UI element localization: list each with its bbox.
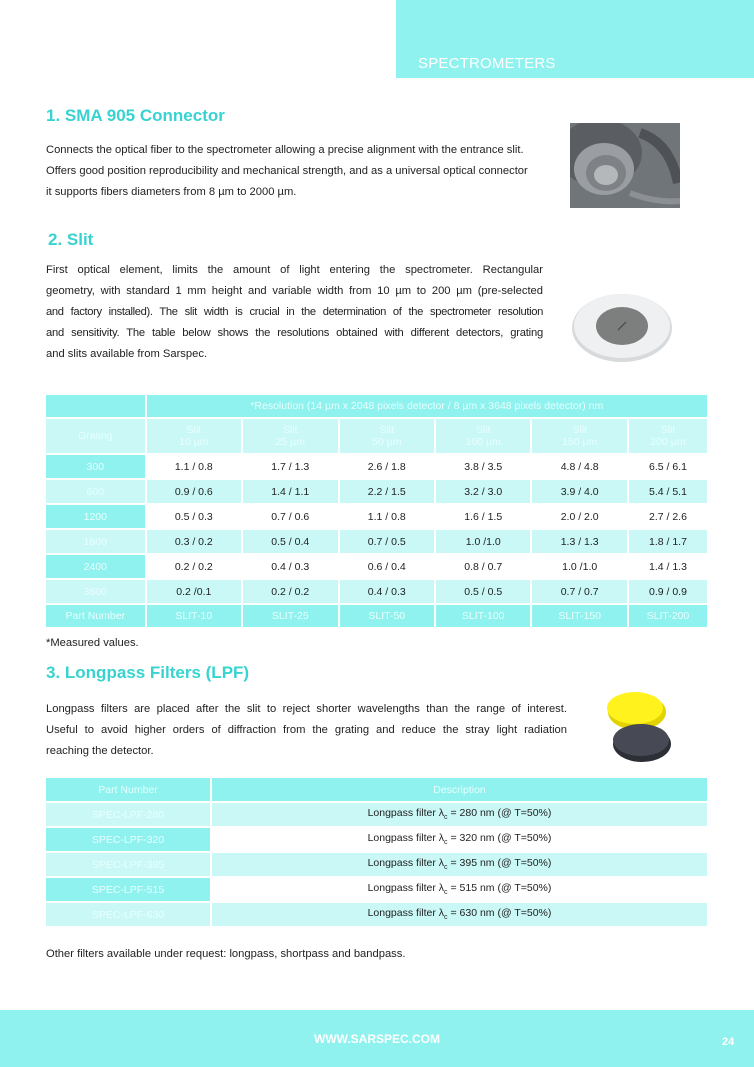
value-cell: 1.6 / 1.5 (436, 505, 530, 528)
lpf-line: reaching the detector. (46, 745, 154, 757)
value-cell: 0.7 / 0.6 (243, 505, 337, 528)
part-cell: SLIT-100 (461, 610, 505, 622)
sma-line: Connects the optical fiber to the spectrometer allowing a precise alignment with the entrance slit. (46, 144, 524, 156)
longpass-filter-photo (604, 688, 672, 764)
value-cell: 0.5 / 0.5 (464, 585, 503, 598)
corner-cell (46, 395, 145, 417)
value-cell: 0.5 / 0.4 (271, 535, 310, 548)
value-cell: 1.4 / 1.1 (271, 485, 310, 498)
resolution-title: *Resolution (14 µm x 2048 pixels detector / 8 µm x 3648 pixels detector) nm (147, 395, 707, 417)
value-cell: 2.2 / 1.5 (367, 485, 406, 498)
slit-line: and slits available from Sarspec. (46, 348, 208, 360)
value-cell: 1.7 / 1.3 (243, 455, 337, 478)
lpf-heading: 3. Longpass Filters (LPF) (46, 663, 250, 682)
table-row (46, 505, 707, 528)
lpf-part-cell: SPEC-LPF-320 (91, 833, 165, 846)
value-cell: 0.3 / 0.2 (174, 535, 213, 548)
value-cell: 0.9 / 0.9 (648, 585, 687, 598)
sma-line: Offers good position reproducibility and mechanical strength, and as a universal optical connector (46, 165, 528, 177)
part-cell: SLIT-200 (646, 610, 690, 622)
slit-width-header: Slit 100 µm (436, 419, 530, 453)
table-row (46, 455, 707, 478)
value-cell: 6.5 / 6.1 (629, 455, 707, 478)
table-row (46, 903, 707, 926)
table-row (46, 555, 707, 578)
value-cell: 0.2 / 0.2 (271, 585, 310, 598)
part-cell: SLIT-25 (271, 610, 309, 622)
lpf-part-cell: SPEC-LPF-515 (91, 883, 165, 896)
description-header: Description (433, 783, 486, 796)
lpf-paragraph (46, 699, 567, 762)
sma-line: it supports fibers diameters from 8 µm to 2000 µm. (46, 186, 297, 198)
value-cell: 0.4 / 0.3 (243, 555, 337, 578)
slit-line: geometry, with standard 1 mm height and variable width from 10 µm to 200 µm (pre-selected (46, 285, 543, 297)
resolution-table (44, 393, 709, 629)
value-cell: 1.1 / 0.8 (340, 505, 434, 528)
value-cell: 0.5 / 0.3 (147, 505, 241, 528)
header-underline (396, 76, 754, 78)
table-row (46, 580, 707, 603)
slit-photo (570, 288, 674, 364)
sma-paragraph (46, 140, 566, 203)
part-cell: SLIT-10 (175, 610, 213, 622)
grating-cell: 3600 (83, 585, 107, 598)
sma-heading: 1. SMA 905 Connector (46, 106, 225, 125)
grating-cell: 600 (86, 485, 105, 498)
slit-width-header: Slit 25 µm (243, 419, 337, 453)
lpf-part-cell: SPEC-LPF-280 (91, 808, 165, 821)
page-section-title: SPECTROMETERS (418, 55, 556, 72)
value-cell: 0.2 /0.1 (176, 585, 212, 598)
value-cell: 0.8 / 0.7 (436, 555, 530, 578)
value-cell: 0.7 / 0.5 (367, 535, 406, 548)
value-cell: 1.3 / 1.3 (560, 535, 599, 548)
part-cell: SLIT-50 (368, 610, 406, 622)
slit-width-header: Slit 150 µm (532, 419, 626, 453)
value-cell: 2.0 / 2.0 (532, 505, 626, 528)
slit-width-header: Slit 10 µm (147, 419, 241, 453)
slit-line: First optical element, limits the amount of light entering the spectrometer. Rectangular (46, 264, 543, 276)
value-cell: 1.8 / 1.7 (648, 535, 687, 548)
measured-note: *Measured values. (46, 637, 139, 649)
lpf-part-cell: SPEC-LPF-630 (91, 908, 165, 921)
part-cell: SLIT-150 (558, 610, 601, 622)
table-row (46, 878, 707, 901)
value-cell: 3.9 / 4.0 (560, 485, 599, 498)
slit-heading: 2. Slit (48, 230, 94, 249)
lpf-desc-cell: Longpass filter $\lambda_c = 320$ nm (@ T=50%) (212, 828, 707, 851)
page-number: 24 (722, 1036, 735, 1048)
value-cell: 5.4 / 5.1 (648, 485, 687, 498)
table-row (46, 828, 707, 851)
lpf-desc-cell: Longpass filter $\lambda_c = 515$ nm (@ T=50%) (212, 878, 707, 901)
lpf-desc-cell: Longpass filter $\lambda_c = 280$ nm (@ T=50%) (367, 807, 552, 822)
value-cell: 2.7 / 2.6 (629, 505, 707, 528)
lpf-desc-cell: Longpass filter $\lambda_c = 630$ nm (@ T=50%) (367, 907, 552, 922)
grating-cell: 300 (86, 460, 105, 473)
lpf-line: Longpass filters are placed after the slit to reject shorter wavelengths than the range of interest. (46, 703, 567, 715)
table-row (46, 480, 707, 503)
lpf-line: Useful to avoid higher orders of diffraction from the grating and reduce the stray light radiation (46, 724, 567, 736)
value-cell: 1.0 /1.0 (532, 555, 626, 578)
slit-width-header: Slit 200 µm (629, 419, 707, 453)
value-cell: 2.6 / 1.8 (340, 455, 434, 478)
lpf-part-cell: SPEC-LPF-395 (91, 858, 165, 871)
table-row (46, 530, 707, 553)
part-number-row (46, 605, 707, 627)
grating-cell: 2400 (83, 560, 107, 573)
value-cell: 3.8 / 3.5 (436, 455, 530, 478)
value-cell: 0.4 / 0.3 (367, 585, 406, 598)
slit-paragraph (46, 260, 543, 365)
value-cell: 1.1 / 0.8 (147, 455, 241, 478)
lpf-table (44, 776, 709, 928)
value-cell: 3.2 / 3.0 (464, 485, 503, 498)
part-number-header: Part Number (98, 783, 158, 796)
lpf-desc-cell: Longpass filter $\lambda_c = 395$ nm (@ T=50%) (367, 857, 552, 872)
slit-line: and sensitivity. The table below shows the resolutions obtained with different detectors, grating (46, 327, 543, 339)
other-filters-note: Other filters available under request: longpass, shortpass and bandpass. (46, 948, 406, 960)
grating-header: Grating (46, 419, 145, 453)
value-cell: 1.4 / 1.3 (629, 555, 707, 578)
value-cell: 0.6 / 0.4 (340, 555, 434, 578)
website-link[interactable]: WWW.SARSPEC.COM (314, 1032, 440, 1046)
value-cell: 0.7 / 0.7 (560, 585, 599, 598)
grating-cell: 1800 (83, 535, 107, 548)
value-cell: 4.8 / 4.8 (532, 455, 626, 478)
slit-width-header: Slit 50 µm (340, 419, 434, 453)
value-cell: 0.9 / 0.6 (174, 485, 213, 498)
value-cell: 0.2 / 0.2 (147, 555, 241, 578)
table-row (46, 803, 707, 826)
value-cell: 1.0 /1.0 (465, 535, 501, 548)
grating-cell: 1200 (83, 510, 107, 523)
part-number-label: Part Number (65, 610, 126, 622)
slit-line: and factory installed). The slit width is crucial in the determination of the spectrometer resolution (46, 306, 543, 318)
sma-connector-photo (570, 123, 680, 208)
table-row (46, 853, 707, 876)
